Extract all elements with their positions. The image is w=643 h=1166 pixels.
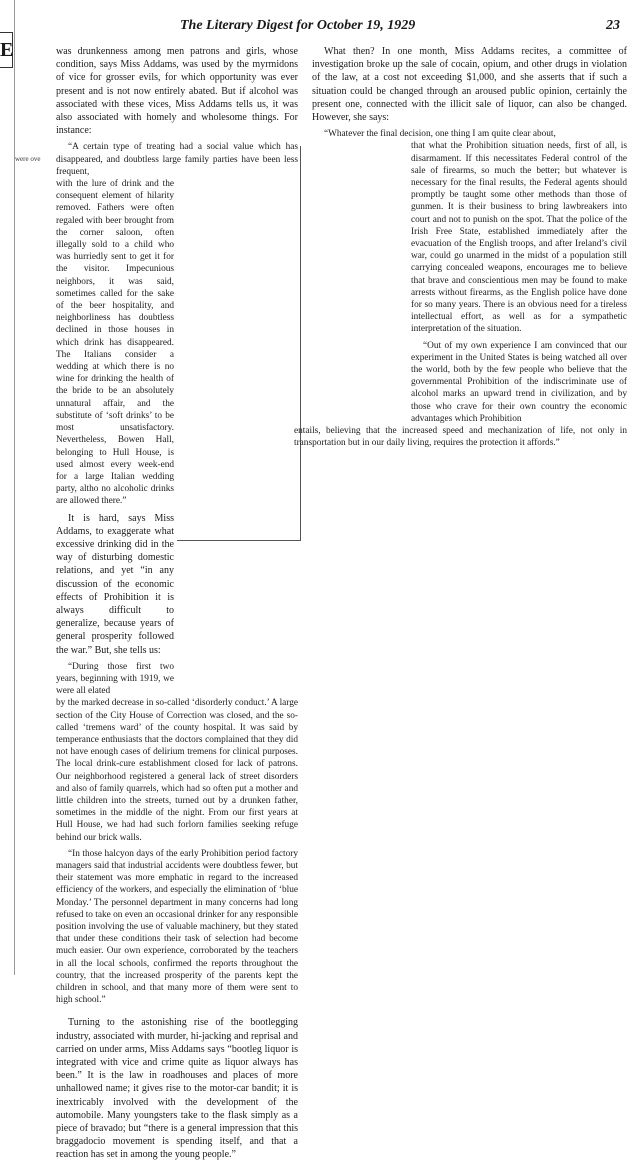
right-column: [294, 45, 627, 454]
left-column: [56, 45, 298, 1166]
page-number: 23: [606, 18, 620, 33]
quote-paragraph: “A certain type of treating had a social value which has disappeared, and doubtless large family parties have been less frequent,: [56, 142, 298, 177]
quote-paragraph: entails, believing that the increased speed and mechanization of life, not only in transportation but in our daily living, requires the protection it affords.”: [294, 426, 627, 449]
paragraph: It is hard, says Miss Addams, to exaggerate what excessive drinking did in the way of disturbing domestic relations, and yet “in any discussion of the economic effects of Prohibition it is always difficult to generalize, because years of general prosperity followed the war.” But, she tells us:: [56, 512, 174, 656]
quote-paragraph: “Whatever the final decision, one thing I am quite clear about,: [324, 129, 556, 140]
quote-paragraph: “Out of my own experience I am convinced that our experiment in the United States is being watched all over the world, both by the few people who believe that the governmental Prohibition of the indiscriminate use of alcohol marks an upward trend in civilization, and by those who crave for their own country the economic advantages which Prohibition: [411, 340, 627, 424]
header-title: The Literary Digest for October 19, 1929: [180, 18, 416, 33]
paragraph: was drunkenness among men patrons and girls, whose condition, says Miss Addams, was used by the myrmidons of vice for grosser evils, for which opportunity was ever present and is not now entirely abated. But if alcohol was associated with these vices, Miss Addams tells us, it was also associated with homely and wholesome things. For instance:: [56, 46, 298, 137]
paragraph: Turning to the astonishing rise of the bootlegging industry, associated with murder, hi-jacking and reprisal and carried on under arms, Miss Addams says “bootleg liquor is integrated with vice and crime quite as liquor always has been.” It is the law in roadhouses and places of more unhallowed name; it gives rise to the motor-car bandit; it is inextricably involved with the development of the automobile. Many youngsters take to the flask simply as a piece of bravado; but “there is a general impression that this braggadocio movement is spending itself, and that a reaction has set in among the young people.”: [56, 1017, 298, 1161]
quote-paragraph: “In those halcyon days of the early Prohibition period factory managers said that industrial accidents were doubtless fewer, but their statement was more emphatic in regard to the increased efficiency of the workers, and especially the elimination of ‘blue Monday.’ The personnel department in many concerns had long refused to take on even an occasional drinker for any responsible position involving the use of valuable machinery, but they stated that under these conditions their task of selection had become much easier. Our own experience, corroborated by the teachers in all the local schools, confirmed the reports throughout the country, that the increased prosperity of the parents kept the children in school, and that many more of them were sent to high school.”: [56, 848, 298, 1006]
edge-boxed-letter: E: [0, 32, 13, 68]
running-header: [180, 18, 620, 38]
paragraph: What then? In one month, Miss Addams recites, a committee of investigation broke up the sale of cocain, opium, and other drugs in violation of the law, at a cost not exceeding $1,000, and she asserts that if such a situation could be changed through an aroused public opinion, certainly the present one, connected with the illicit sale of liquor, can also be changed. However, she says:: [312, 46, 627, 124]
edge-fragment: were ove: [15, 155, 41, 163]
quote-paragraph: by the marked decrease in so-called ‘disorderly conduct.’ A large section of the City House of Correction was closed, and the so-called ‘tremens ward’ of the county hospital. It was said by temperance enthusiasts that the doctors complained that they did not have enough cases of delirium tremens for clinical purposes. The local drink-cure establishment closed for lack of patrons. Our neighborhood registered a general lack of street disorders and also of family quarrels, which had so often put a mother and little children into the streets, turned out by a drunken father, sometimes in the middle of the night. From our first years at Hull House, we had had such forlorn families seeking refuge behind our brick walls.: [56, 698, 298, 843]
page-edge: [0, 0, 15, 975]
quote-paragraph: “During those first two years, beginning with 1919, we were all elated: [56, 661, 174, 697]
quote-paragraph: with the lure of drink and the consequent element of hilarity removed. Fathers were often regaled with beer brought from the corner saloon, often illegally sold to a child who was hurriedly sent to get it for the visitor. Impecunious neighbors, it was said, sometimes called for the sake of the beer hospitality, and neighborliness has doubtless declined in those houses in which drink has disappeared. The Italians consider a wedding at which there is no wine for drinking the health of the bride to be an absolutely unnatural affair, and the substitute of ‘soft drinks’ to be most unsatisfactory. Nevertheless, Bowen Hall, belonging to Hull House, is used almost every week-end for a large Italian wedding party, altho no alcoholic drinks are allowed there.”: [56, 179, 174, 507]
quote-paragraph: that what the Prohibition situation needs, first of all, is disarmament. If this necessitates Federal control of the sale of firearms, so much the better; but whatever is necessary for the final results, the Federal agents should promptly be taught some other methods than those of gunmen. It is their business to bring lawbreakers into court and not to punish on the spot. That the police of the Irish Free State, established immediately after the evacuation of the English troops, and after Ireland’s civil war, could go unarmed in the midst of a population still carrying concealed weapons, encourages me to believe that brave and conscientious men may be found to make arrests without firearms, as the English police have done for so many years. There is an obvious need for a tireless intellectual effort, as well as for a sympathetic interpretation of the situation.: [411, 141, 627, 335]
